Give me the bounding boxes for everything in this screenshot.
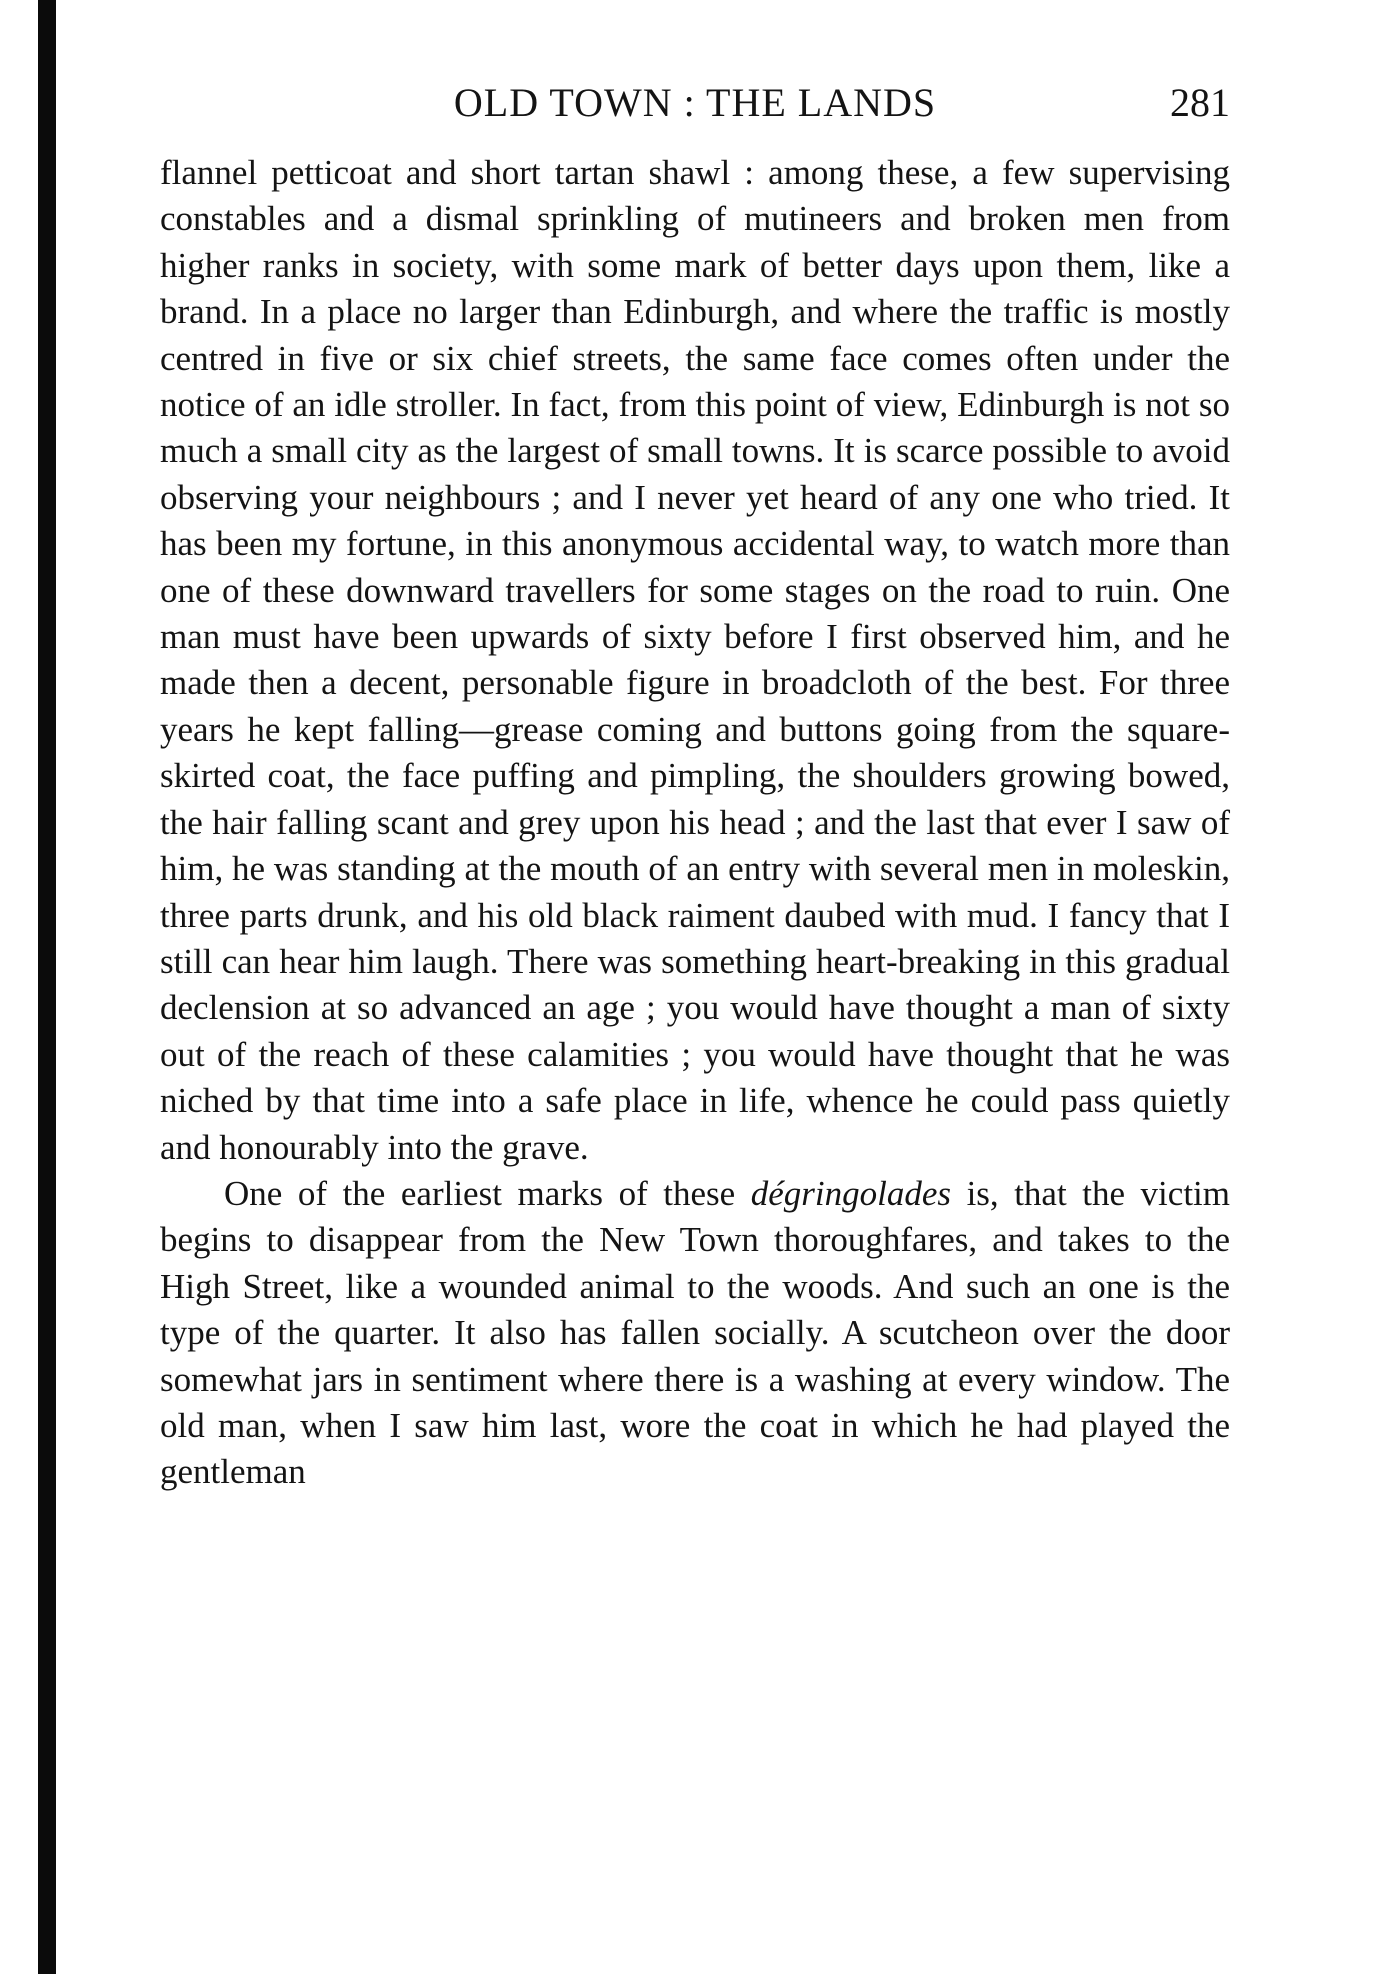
running-head: OLD TOWN : THE LANDS <box>453 80 937 125</box>
book-spine-edge <box>38 0 56 1974</box>
paragraph-1: flannel petticoat and short tartan shawl : among these, a few supervising constables and a dismal sprinkling of mutineers and broken men from higher ranks in society, with some mark of better days upon them, like a brand. In a place no larger than Edinburgh, and where the traffic is mostly centred in five or six chief streets, the same face comes often under the notice of an idle stroller. In fact, from this point of view, Edinburgh is not so much a small city as the largest of small towns. It is scarce possible to avoid observing your neighbours ; and I never yet heard of any one who tried. It has been my fortune, in this anonymous accidental way, to watch more than one of these downward travellers for some stages on the road to ruin. One man must have been upwards of sixty before I first observed him, and he made then a decent, personable figure in broadcloth of the best. For three years he kept falling—grease coming and buttons going from the square-skirted coat, the face puffing and pimpling, the shoulders growing bowed, the hair falling scant and grey upon his head ; and the last that ever I saw of him, he was standing at the mouth of an entry with several men in moleskin, three parts drunk, and his old black raiment daubed with mud. I fancy that I still can hear him laugh. There was something heart-breaking in this gradual declension at so advanced an age ; you would have thought a man of sixty out of the reach of these calamities ; you would have thought that he was niched by that time into a safe place in life, whence he could pass quietly and honourably into the grave. <box>160 153 1230 1167</box>
paragraph-2-rest: is, that the victim begins to disappear from the New Town thoroughfares, and takes to the High Street, like a wounded animal to the woods. And such an one is the type of the quarter. It also has fallen socially. A scutcheon over the door somewhat jars in sentiment where there is a washing at every window. The old man, when I saw him last, wore the coat in which he had played the gentleman <box>160 1173 1230 1492</box>
paragraph-2 <box>160 1171 1230 1496</box>
page-number: 281 <box>1170 80 1230 125</box>
page-header <box>160 78 1230 128</box>
italic-term: dégringolades <box>750 1173 952 1213</box>
body-text <box>160 150 1230 1930</box>
paragraph-2-start: One of the earliest marks of these <box>224 1173 751 1213</box>
